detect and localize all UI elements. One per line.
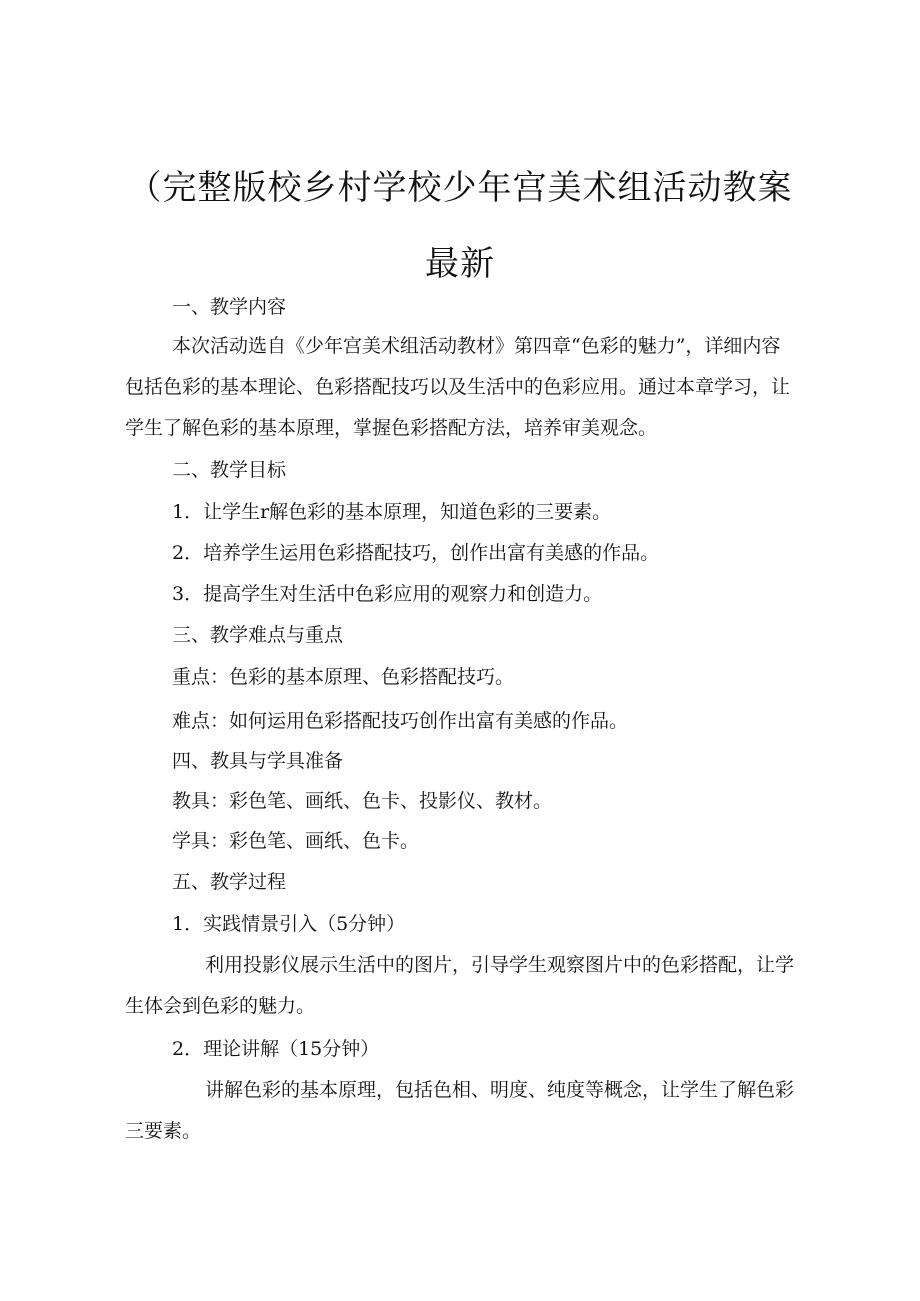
process-step-1-body: 利用投影仪展示生活中的图片，引导学生观察图片中的色彩搭配，让学生体会到色彩的魅力。	[125, 954, 795, 1017]
document-title: （完整版校乡村学校少年宫美术组活动教案最新	[127, 168, 793, 284]
student-tools-text: 学具：彩色笔、画纸、色卡。	[172, 830, 420, 852]
section-heading-content: 一、教学内容	[172, 296, 287, 318]
goal-item-1: 1．让学生r解色彩的基本原理，知道色彩的三要素。	[172, 501, 612, 523]
section-body-content: 本次活动选自《少年宫美术组活动教材》第四章“色彩的魅力”，详细内容包括色彩的基本理论、色彩搭配技巧以及生活中的色彩应用。通过本章学习，让学生了解色彩的基本原理，掌握色彩搭配方法，培养审美观念。	[125, 335, 791, 439]
teacher-tools-text: 教具：彩色笔、画纸、色卡、投影仪、教材。	[172, 790, 553, 812]
key-point-text: 重点：色彩的基本原理、色彩搭配技巧。	[172, 666, 515, 688]
section-heading-difficulty: 三、教学难点与重点	[172, 624, 344, 646]
section-heading-goals: 二、教学目标	[172, 459, 287, 481]
process-step-2-title: 2．理论讲解（15分钟）	[172, 1038, 380, 1060]
hard-point-text: 难点：如何运用色彩搭配技巧创作出富有美感的作品。	[172, 710, 629, 732]
section-heading-process: 五、教学过程	[172, 871, 287, 893]
goal-item-2: 2．培养学生运用色彩搭配技巧，创作出富有美感的作品。	[172, 542, 660, 564]
section-heading-tools: 四、教具与学具准备	[172, 750, 344, 772]
process-step-2-body: 讲解色彩的基本原理，包括色相、明度、纯度等概念，让学生了解色彩三要素。	[125, 1079, 795, 1142]
process-step-1-title: 1．实践情景引入（5分钟）	[172, 913, 406, 935]
goal-item-3: 3．提高学生对生活中色彩应用的观察力和创造力。	[172, 583, 603, 605]
